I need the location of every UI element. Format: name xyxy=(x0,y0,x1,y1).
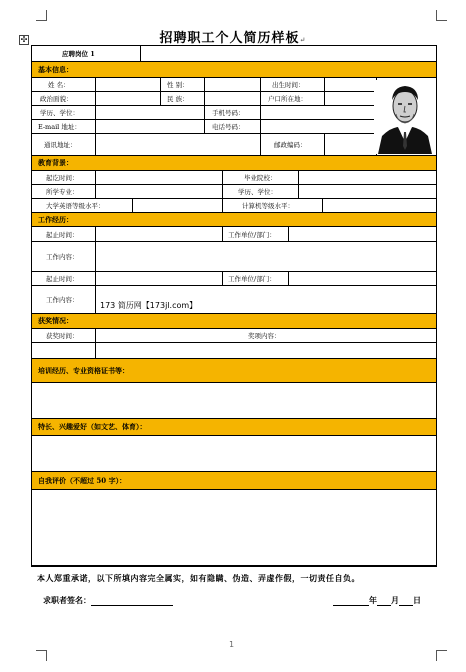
training-content[interactable] xyxy=(32,383,436,419)
edu-degree-label: 学历、学位： xyxy=(238,188,277,196)
edu-school-label: 毕业院校： xyxy=(244,174,277,182)
email-label: E-mail 地址： xyxy=(38,123,81,131)
birth-label: 出生时间： xyxy=(272,81,305,89)
table-move-handle-icon[interactable]: ✣ xyxy=(20,35,28,44)
year-field[interactable] xyxy=(333,597,369,606)
section-awards-title: 获奖情况： xyxy=(38,316,73,325)
section-basic-header xyxy=(32,62,436,78)
skills-content[interactable] xyxy=(32,436,436,472)
section-work-title: 工作经历： xyxy=(38,214,73,224)
section-awards-header xyxy=(32,314,436,329)
ethnic-label: 民 族： xyxy=(167,95,189,103)
portrait-icon xyxy=(376,80,434,154)
crop-mark-top-right xyxy=(436,10,447,21)
hukou-label: 户口所在地： xyxy=(268,95,307,103)
signature-field[interactable] xyxy=(91,597,173,606)
crop-mark-top-left xyxy=(36,10,47,21)
edu-computer-label: 计算机等级水平： xyxy=(242,202,294,210)
position-label: 应聘岗位 1 xyxy=(62,50,95,58)
signature-line xyxy=(43,595,173,606)
month-field[interactable] xyxy=(377,597,391,606)
section-skills-title: 特长、兴趣爱好（如文艺、体育）： xyxy=(38,422,147,431)
basic-row-3 xyxy=(32,106,374,120)
work-row-2 xyxy=(32,242,436,272)
address-label: 通讯地址： xyxy=(44,141,77,149)
edu-row-2 xyxy=(32,185,436,199)
day-field[interactable] xyxy=(399,597,413,606)
declaration-statement: 本人郑重承诺，以下所填内容完全属实，如有隐瞒、伪造、弄虚作假，一切责任自负。 xyxy=(37,573,360,583)
work-period-1-label: 起止时间： xyxy=(46,230,79,239)
edu-english-label: 大学英语等级水平： xyxy=(46,202,105,210)
work-row-3 xyxy=(32,272,436,286)
position-row xyxy=(32,46,436,62)
section-education-header xyxy=(32,156,436,171)
page-title: 招聘职工个人简历样板↵ xyxy=(159,31,307,46)
awards-row-1 xyxy=(32,329,436,343)
work-content-2-label: 工作内容： xyxy=(46,296,79,304)
declaration-area xyxy=(31,567,437,607)
page-number: 1 xyxy=(229,640,235,649)
resume-table xyxy=(31,45,437,567)
section-self-eval-header xyxy=(32,472,436,490)
awards-time-label: 获奖时间： xyxy=(46,332,79,340)
work-unit-2-label: 工作单位/部门： xyxy=(228,275,276,283)
work-row-4 xyxy=(32,286,436,314)
awards-content-label: 奖项内容： xyxy=(248,332,281,340)
work-row-1 xyxy=(32,227,436,242)
year-label: 年 xyxy=(369,595,377,605)
edu-period-label: 起讫时间： xyxy=(46,174,79,182)
work-content-1-label: 工作内容： xyxy=(46,253,79,261)
section-education-title: 教育背景： xyxy=(38,158,73,167)
crop-mark-bottom-left xyxy=(36,650,47,661)
day-label: 日 xyxy=(413,595,421,605)
work-period-2-label: 起止时间： xyxy=(46,275,79,283)
phone-label: 电话号码： xyxy=(212,123,245,131)
basic-row-2 xyxy=(32,92,374,106)
signature-label: 求职者签名： xyxy=(43,595,91,605)
awards-row-2 xyxy=(32,343,436,359)
work-unit-1-label: 工作单位/部门： xyxy=(228,230,276,239)
month-label: 月 xyxy=(391,595,399,605)
basic-row-1 xyxy=(32,78,374,92)
postcode-label: 邮政编码： xyxy=(274,141,307,149)
section-training-title: 培训经历、专业资格证书等： xyxy=(38,365,129,375)
edu-row-1 xyxy=(32,171,436,185)
self-eval-content[interactable] xyxy=(32,490,436,566)
section-basic-title: 基本信息： xyxy=(38,64,73,74)
name-label: 姓 名： xyxy=(48,81,70,89)
politics-label: 政治面貌： xyxy=(40,95,73,103)
edu-row-3 xyxy=(32,199,436,213)
degree-label: 学历、学位： xyxy=(40,109,79,117)
section-work-header xyxy=(32,213,436,227)
section-skills-header xyxy=(32,419,436,436)
section-self-eval-title: 自我评价（不超过 50 字）： xyxy=(38,475,127,485)
section-training-header xyxy=(32,359,436,383)
edu-major-label: 所学专业： xyxy=(46,188,79,196)
applicant-photo xyxy=(376,80,434,154)
watermark-text: 173 简历网【173jl.com】 xyxy=(100,301,198,310)
mobile-label: 手机号码： xyxy=(212,109,245,117)
crop-mark-bottom-right xyxy=(436,650,447,661)
basic-row-4 xyxy=(32,120,374,134)
date-line xyxy=(333,595,421,606)
gender-label: 性 别： xyxy=(167,81,189,89)
